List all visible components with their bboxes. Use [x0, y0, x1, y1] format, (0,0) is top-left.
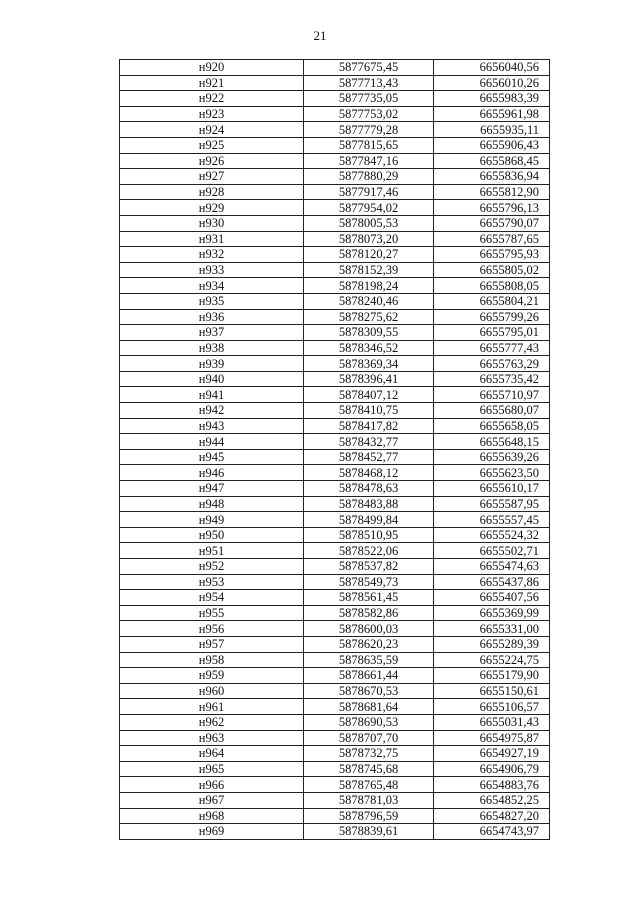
point-id-cell: н947: [120, 481, 304, 497]
x-coordinate-cell: 5878198,24: [304, 278, 434, 294]
y-coordinate-cell: 6655790,07: [434, 215, 550, 231]
point-id-cell: н930: [120, 215, 304, 231]
x-coordinate-cell: 5878661,44: [304, 668, 434, 684]
table-row: [120, 449, 550, 465]
x-coordinate-cell: 5878765,48: [304, 777, 434, 793]
point-id-cell: н963: [120, 730, 304, 746]
x-coordinate-cell: 5877880,29: [304, 169, 434, 185]
y-coordinate-cell: 6655587,95: [434, 496, 550, 512]
table-row: [120, 761, 550, 777]
point-id-cell: н935: [120, 293, 304, 309]
x-coordinate-cell: 5878417,82: [304, 418, 434, 434]
table-row: [120, 481, 550, 497]
x-coordinate-cell: 5878549,73: [304, 574, 434, 590]
table-row: [120, 559, 550, 575]
x-coordinate-cell: 5878781,03: [304, 792, 434, 808]
x-coordinate-cell: 5878796,59: [304, 808, 434, 824]
x-coordinate-cell: 5877675,45: [304, 60, 434, 76]
point-id-cell: н951: [120, 543, 304, 559]
y-coordinate-cell: 6655787,65: [434, 231, 550, 247]
y-coordinate-cell: 6655648,15: [434, 434, 550, 450]
point-id-cell: н953: [120, 574, 304, 590]
x-coordinate-cell: 5878432,77: [304, 434, 434, 450]
table-row: [120, 808, 550, 824]
point-id-cell: н969: [120, 824, 304, 840]
y-coordinate-cell: 6655658,05: [434, 418, 550, 434]
x-coordinate-cell: 5878600,03: [304, 621, 434, 637]
table-row: [120, 122, 550, 138]
table-row: [120, 200, 550, 216]
x-coordinate-cell: 5878275,62: [304, 309, 434, 325]
table-row: [120, 403, 550, 419]
x-coordinate-cell: 5877735,05: [304, 91, 434, 107]
x-coordinate-cell: 5878396,41: [304, 371, 434, 387]
y-coordinate-cell: 6655502,71: [434, 543, 550, 559]
point-id-cell: н928: [120, 184, 304, 200]
point-id-cell: н941: [120, 387, 304, 403]
point-id-cell: н943: [120, 418, 304, 434]
table-row: [120, 590, 550, 606]
y-coordinate-cell: 6655639,26: [434, 449, 550, 465]
x-coordinate-cell: 5878681,64: [304, 699, 434, 715]
y-coordinate-cell: 6655106,57: [434, 699, 550, 715]
table-row: [120, 730, 550, 746]
x-coordinate-cell: 5877815,65: [304, 137, 434, 153]
x-coordinate-cell: 5878839,61: [304, 824, 434, 840]
point-id-cell: н944: [120, 434, 304, 450]
x-coordinate-cell: 5878537,82: [304, 559, 434, 575]
x-coordinate-cell: 5877847,16: [304, 153, 434, 169]
y-coordinate-cell: 6655407,56: [434, 590, 550, 606]
table-row: [120, 262, 550, 278]
x-coordinate-cell: 5878369,34: [304, 356, 434, 372]
x-coordinate-cell: 5878635,59: [304, 652, 434, 668]
table-row: [120, 465, 550, 481]
table-row: [120, 714, 550, 730]
table-row: [120, 512, 550, 528]
point-id-cell: н938: [120, 340, 304, 356]
x-coordinate-cell: 5878745,68: [304, 761, 434, 777]
y-coordinate-cell: 6655805,02: [434, 262, 550, 278]
y-coordinate-cell: 6655795,01: [434, 325, 550, 341]
x-coordinate-cell: 5877954,02: [304, 200, 434, 216]
y-coordinate-cell: 6655763,29: [434, 356, 550, 372]
y-coordinate-cell: 6655610,17: [434, 481, 550, 497]
table-row: [120, 184, 550, 200]
table-row: [120, 309, 550, 325]
y-coordinate-cell: 6655836,94: [434, 169, 550, 185]
x-coordinate-cell: 5878152,39: [304, 262, 434, 278]
table-row: [120, 605, 550, 621]
y-coordinate-cell: 6654743,97: [434, 824, 550, 840]
y-coordinate-cell: 6655812,90: [434, 184, 550, 200]
point-id-cell: н920: [120, 60, 304, 76]
y-coordinate-cell: 6655524,32: [434, 527, 550, 543]
y-coordinate-cell: 6655179,90: [434, 668, 550, 684]
y-coordinate-cell: 6655961,98: [434, 106, 550, 122]
point-id-cell: н933: [120, 262, 304, 278]
point-id-cell: н923: [120, 106, 304, 122]
point-id-cell: н955: [120, 605, 304, 621]
x-coordinate-cell: 5878561,45: [304, 590, 434, 606]
y-coordinate-cell: 6655031,43: [434, 714, 550, 730]
y-coordinate-cell: 6655224,75: [434, 652, 550, 668]
y-coordinate-cell: 6656010,26: [434, 75, 550, 91]
y-coordinate-cell: 6655289,39: [434, 636, 550, 652]
y-coordinate-cell: 6655796,13: [434, 200, 550, 216]
table-row: [120, 231, 550, 247]
table-row: [120, 75, 550, 91]
y-coordinate-cell: 6654927,19: [434, 746, 550, 762]
x-coordinate-cell: 5878240,46: [304, 293, 434, 309]
table-row: [120, 652, 550, 668]
y-coordinate-cell: 6656040,56: [434, 60, 550, 76]
point-id-cell: н966: [120, 777, 304, 793]
point-id-cell: н958: [120, 652, 304, 668]
point-id-cell: н968: [120, 808, 304, 824]
table-row: [120, 293, 550, 309]
table-row: [120, 527, 550, 543]
x-coordinate-cell: 5878707,70: [304, 730, 434, 746]
table-row: [120, 621, 550, 637]
page-number: 21: [313, 28, 327, 43]
y-coordinate-cell: 6655804,21: [434, 293, 550, 309]
table-row: [120, 169, 550, 185]
point-id-cell: н948: [120, 496, 304, 512]
point-id-cell: н931: [120, 231, 304, 247]
x-coordinate-cell: 5877779,28: [304, 122, 434, 138]
y-coordinate-cell: 6655777,43: [434, 340, 550, 356]
table-row: [120, 106, 550, 122]
point-id-cell: н960: [120, 683, 304, 699]
x-coordinate-cell: 5878510,95: [304, 527, 434, 543]
point-id-cell: н946: [120, 465, 304, 481]
point-id-cell: н921: [120, 75, 304, 91]
point-id-cell: н924: [120, 122, 304, 138]
point-id-cell: н952: [120, 559, 304, 575]
y-coordinate-cell: 6654883,76: [434, 777, 550, 793]
table-row: [120, 278, 550, 294]
point-id-cell: н936: [120, 309, 304, 325]
point-id-cell: н950: [120, 527, 304, 543]
x-coordinate-cell: 5878346,52: [304, 340, 434, 356]
x-coordinate-cell: 5878452,77: [304, 449, 434, 465]
point-id-cell: н962: [120, 714, 304, 730]
point-id-cell: н945: [120, 449, 304, 465]
y-coordinate-cell: 6655795,93: [434, 247, 550, 263]
y-coordinate-cell: 6655799,26: [434, 309, 550, 325]
y-coordinate-cell: 6655474,63: [434, 559, 550, 575]
y-coordinate-cell: 6655983,39: [434, 91, 550, 107]
y-coordinate-cell: 6655331,00: [434, 621, 550, 637]
point-id-cell: н954: [120, 590, 304, 606]
x-coordinate-cell: 5878073,20: [304, 231, 434, 247]
x-coordinate-cell: 5878522,06: [304, 543, 434, 559]
y-coordinate-cell: 6655369,99: [434, 605, 550, 621]
y-coordinate-cell: 6655808,05: [434, 278, 550, 294]
point-id-cell: н925: [120, 137, 304, 153]
y-coordinate-cell: 6655735,42: [434, 371, 550, 387]
table-row: [120, 746, 550, 762]
table-row: [120, 699, 550, 715]
y-coordinate-cell: 6654975,87: [434, 730, 550, 746]
point-id-cell: н959: [120, 668, 304, 684]
point-id-cell: н956: [120, 621, 304, 637]
x-coordinate-cell: 5878690,53: [304, 714, 434, 730]
coordinates-table: [119, 59, 550, 840]
table-row: [120, 418, 550, 434]
table-row: [120, 356, 550, 372]
point-id-cell: н967: [120, 792, 304, 808]
table-row: [120, 153, 550, 169]
y-coordinate-cell: 6655680,07: [434, 403, 550, 419]
point-id-cell: н929: [120, 200, 304, 216]
x-coordinate-cell: 5877713,43: [304, 75, 434, 91]
point-id-cell: н926: [120, 153, 304, 169]
x-coordinate-cell: 5877917,46: [304, 184, 434, 200]
y-coordinate-cell: 6655906,43: [434, 137, 550, 153]
table-row: [120, 60, 550, 76]
x-coordinate-cell: 5877753,02: [304, 106, 434, 122]
point-id-cell: н937: [120, 325, 304, 341]
x-coordinate-cell: 5878732,75: [304, 746, 434, 762]
x-coordinate-cell: 5878582,86: [304, 605, 434, 621]
x-coordinate-cell: 5878120,27: [304, 247, 434, 263]
y-coordinate-cell: 6654852,25: [434, 792, 550, 808]
table-row: [120, 543, 550, 559]
x-coordinate-cell: 5878309,55: [304, 325, 434, 341]
table-row: [120, 777, 550, 793]
table-row: [120, 668, 550, 684]
y-coordinate-cell: 6655868,45: [434, 153, 550, 169]
table-row: [120, 371, 550, 387]
y-coordinate-cell: 6655935,11: [434, 122, 550, 138]
y-coordinate-cell: 6655150,61: [434, 683, 550, 699]
y-coordinate-cell: 6655710,97: [434, 387, 550, 403]
table-row: [120, 387, 550, 403]
table-row: [120, 824, 550, 840]
point-id-cell: н922: [120, 91, 304, 107]
table-row: [120, 434, 550, 450]
table-row: [120, 683, 550, 699]
table-row: [120, 91, 550, 107]
point-id-cell: н949: [120, 512, 304, 528]
x-coordinate-cell: 5878410,75: [304, 403, 434, 419]
x-coordinate-cell: 5878005,53: [304, 215, 434, 231]
point-id-cell: н940: [120, 371, 304, 387]
x-coordinate-cell: 5878468,12: [304, 465, 434, 481]
point-id-cell: н964: [120, 746, 304, 762]
y-coordinate-cell: 6654906,79: [434, 761, 550, 777]
table-row: [120, 574, 550, 590]
x-coordinate-cell: 5878499,84: [304, 512, 434, 528]
x-coordinate-cell: 5878478,63: [304, 481, 434, 497]
table-row: [120, 636, 550, 652]
point-id-cell: н961: [120, 699, 304, 715]
y-coordinate-cell: 6655623,50: [434, 465, 550, 481]
y-coordinate-cell: 6655437,86: [434, 574, 550, 590]
coordinates-table-body: [120, 60, 550, 840]
table-row: [120, 496, 550, 512]
table-row: [120, 247, 550, 263]
point-id-cell: н957: [120, 636, 304, 652]
table-row: [120, 792, 550, 808]
point-id-cell: н942: [120, 403, 304, 419]
x-coordinate-cell: 5878670,53: [304, 683, 434, 699]
table-row: [120, 215, 550, 231]
point-id-cell: н932: [120, 247, 304, 263]
x-coordinate-cell: 5878620,23: [304, 636, 434, 652]
y-coordinate-cell: 6654827,20: [434, 808, 550, 824]
table-row: [120, 137, 550, 153]
point-id-cell: н939: [120, 356, 304, 372]
x-coordinate-cell: 5878407,12: [304, 387, 434, 403]
x-coordinate-cell: 5878483,88: [304, 496, 434, 512]
table-row: [120, 340, 550, 356]
table-row: [120, 325, 550, 341]
point-id-cell: н965: [120, 761, 304, 777]
y-coordinate-cell: 6655557,45: [434, 512, 550, 528]
point-id-cell: н927: [120, 169, 304, 185]
point-id-cell: н934: [120, 278, 304, 294]
